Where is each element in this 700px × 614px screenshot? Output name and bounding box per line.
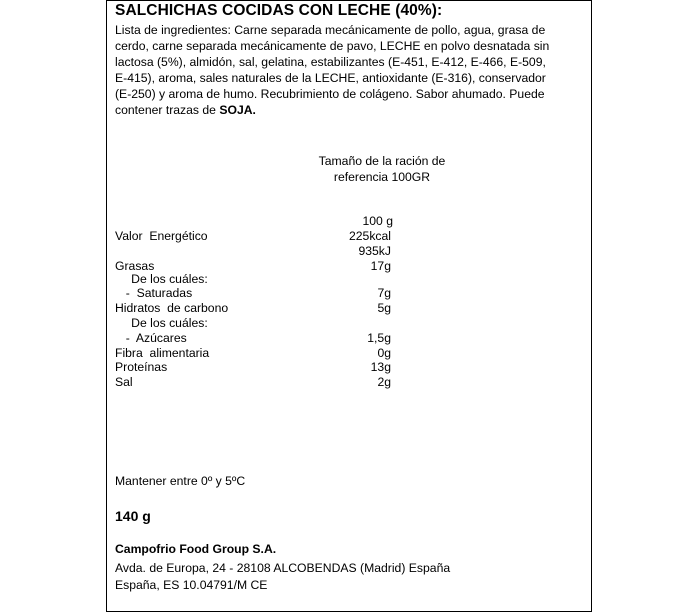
nutrition-label-energy: Valor Energético [115, 229, 208, 243]
nutrition-label-salt: Sal [115, 375, 133, 389]
nutrition-value-protein: 13g [370, 360, 391, 374]
nutrition-label-saturated: - Saturadas [119, 286, 193, 300]
ingredients-line: Lista de ingredientes: Carne separada mecánicamente de pollo, agua, grasa de [115, 23, 546, 37]
nutrition-label-of-which: De los cuáles: [121, 316, 208, 330]
nutrition-value-energy-kcal: 225kcal [348, 229, 391, 243]
nutrition-label-protein: Proteínas [115, 360, 168, 374]
allergen-soja: SOJA. [219, 103, 256, 117]
company-address: Avda. de Europa, 24 - 28108 ALCOBENDAS (Madrid) España [115, 561, 451, 575]
serving-size [307, 153, 457, 185]
nutrition-label-fat: Grasas [115, 259, 155, 273]
ingredients-line: cerdo, carne separada mecánicamente de pavo, LECHE en polvo desnatada sin [115, 39, 550, 53]
storage-instructions: Mantener entre 0º y 5ºC [115, 474, 246, 488]
product-title: SALCHICHAS COCIDAS CON LECHE (40%): [115, 2, 443, 19]
nutrition-value-sugars: 1,5g [367, 331, 391, 345]
ingredients-line: (E-250) y aroma de humo. Recubrimiento de colágeno. Sabor ahumado. Puede [115, 87, 545, 101]
serving-size-line1: Tamaño de la ración de [318, 154, 446, 168]
ingredients-list [115, 22, 587, 118]
ingredients-line-last [115, 102, 587, 118]
nutrition-value-energy-kj: 935kJ [358, 244, 391, 258]
ingredients-line: E-415), aroma, sales naturales de la LECHE, antioxidante (E-316), conservador [115, 71, 546, 85]
nutrition-label-sugars: - Azúcares [119, 331, 187, 345]
nutrition-value-fibre: 0g [377, 346, 391, 360]
nutrition-value-fat: 17g [370, 259, 391, 273]
ingredients-trace-text: contener trazas de [115, 103, 220, 117]
nutrition-column-header: 100 g [362, 214, 393, 228]
nutrition-label [106, 0, 592, 612]
nutrition-value-salt: 2g [377, 375, 391, 389]
nutrition-label-fibre: Fibra alimentaria [115, 346, 210, 360]
company-name: Campofrio Food Group S.A. [115, 542, 277, 556]
net-weight: 140 g [115, 508, 151, 524]
serving-size-line2: referencia 100GR [333, 170, 431, 184]
nutrition-value-saturated: 7g [377, 286, 391, 300]
company-registry: España, ES 10.04791/M CE [115, 578, 268, 592]
nutrition-label-of-which: De los cuáles: [121, 272, 208, 286]
ingredients-line: lactosa (5%), almidón, sal, gelatina, estabilizantes (E-451, E-412, E-466, E-509, [115, 55, 546, 69]
nutrition-label-carbohydrates: Hidratos de carbono [115, 301, 229, 315]
nutrition-value-carbohydrates: 5g [377, 301, 391, 315]
